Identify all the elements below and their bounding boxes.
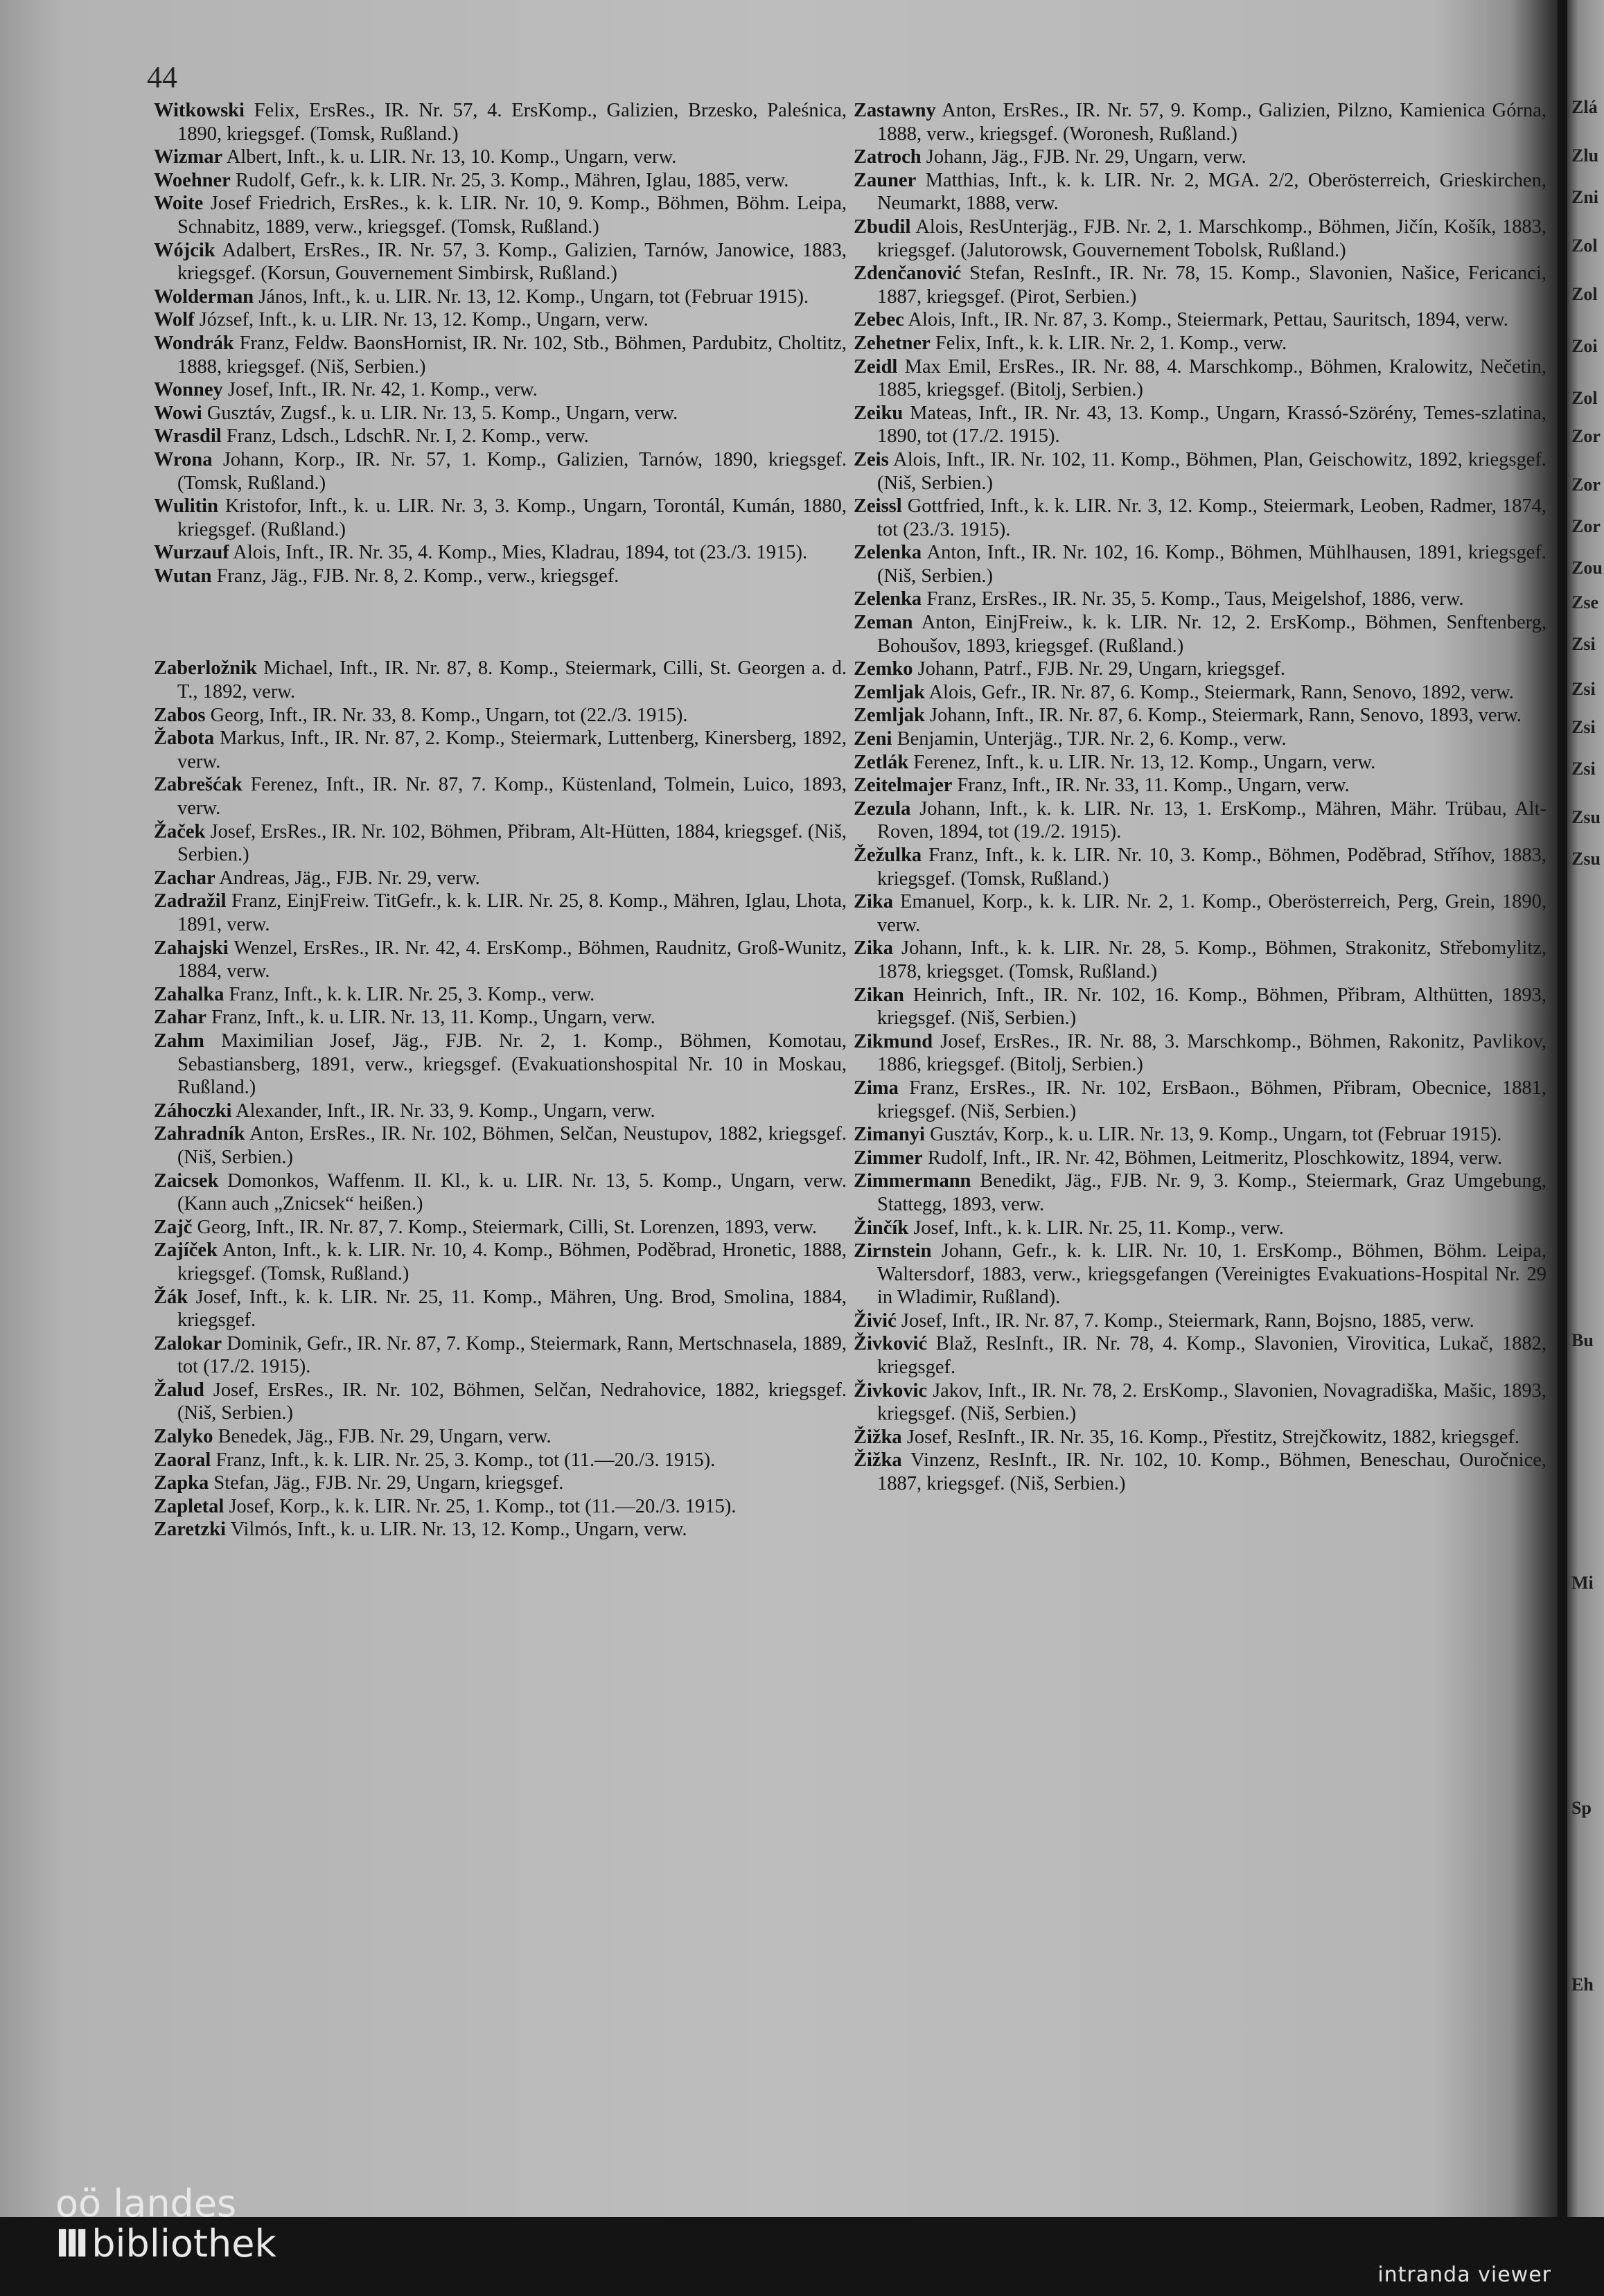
register-entry bbox=[154, 727, 847, 773]
entry-surname: Zalyko bbox=[154, 1426, 213, 1448]
register-entry bbox=[154, 1472, 847, 1495]
register-entry bbox=[154, 378, 847, 402]
entry-details: Johann, Jäg., FJB. Nr. 29, Ungarn, verw. bbox=[921, 146, 1246, 168]
register-entry bbox=[154, 1006, 847, 1030]
entry-surname: Zaicsek bbox=[154, 1169, 219, 1192]
register-entry bbox=[854, 1217, 1546, 1240]
register-entry bbox=[154, 239, 847, 285]
entry-surname: Zeni bbox=[854, 728, 892, 750]
entry-details: Matthias, Inft., k. k. LIR. Nr. 2, MGA. 2/2, Oberösterreich, Grieskirchen, Neumarkt, 1888, verw. bbox=[877, 169, 1546, 215]
entry-surname: Žižka bbox=[854, 1449, 902, 1472]
register-entry bbox=[154, 890, 847, 936]
entry-details: Wenzel, ErsRes., IR. Nr. 42, 4. ErsKomp., Böhmen, Raudnitz, Groß-Wunitz, 1884, verw. bbox=[177, 937, 847, 982]
register-entry bbox=[154, 1100, 847, 1123]
register-entry bbox=[854, 611, 1546, 657]
entry-details: Josef Friedrich, ErsRes., k. k. LIR. Nr. 10, 9. Komp., Böhmen, Böhm. Leipa, Schnabitz, 1889, verw., kriegsgef. (Tomsk, Rußland.) bbox=[177, 193, 847, 238]
entry-surname: Zelenka bbox=[854, 542, 922, 564]
entry-details: Josef, ResInft., IR. Nr. 35, 16. Komp., Přestitz, Strejčkowitz, 1882, kriegsgef. bbox=[901, 1426, 1519, 1448]
entry-surname: Žižka bbox=[854, 1426, 902, 1448]
register-entry bbox=[154, 1332, 847, 1379]
entry-details: Stefan, Jäg., FJB. Nr. 29, Ungarn, kriegsgef. bbox=[209, 1472, 564, 1494]
entry-surname: Wrona bbox=[154, 448, 213, 470]
entry-details: Rudolf, Inft., IR. Nr. 42, Böhmen, Leitmeritz, Ploschkowitz, 1894, verw. bbox=[922, 1147, 1503, 1169]
register-entry bbox=[154, 495, 847, 541]
entry-details: Josef, ErsRes., IR. Nr. 102, Böhmen, Přibram, Alt-Hütten, 1884, kriegsgef. (Niš, Serbien.) bbox=[177, 820, 847, 866]
register-entry bbox=[854, 751, 1546, 775]
entry-details: Mateas, Inft., IR. Nr. 43, 13. Komp., Ungarn, Krassó-Szörény, Temes-szlatina, 1890, tot (17./2. 1915). bbox=[877, 402, 1546, 448]
next-page-fragment: Bu bbox=[1571, 1330, 1594, 1350]
register-entry bbox=[154, 1379, 847, 1425]
register-entry bbox=[854, 1147, 1546, 1170]
entry-details: Heinrich, Inft., IR. Nr. 102, 16. Komp., Böhmen, Přibram, Althütten, 1893, kriegsgef. (Niš, Serbien.) bbox=[877, 984, 1546, 1030]
register-entry bbox=[854, 495, 1546, 541]
entry-surname: Wonney bbox=[154, 379, 223, 401]
entry-surname: Zehetner bbox=[854, 332, 931, 354]
entry-details: Johann, Inft., k. k. LIR. Nr. 13, 1. ErsKomp., Mähren, Mähr. Trübau, Alt-Roven, 1894, tot (19./2. 1915). bbox=[877, 797, 1546, 843]
entry-details: Vilmós, Inft., k. u. LIR. Nr. 13, 12. Komp., Ungarn, verw. bbox=[225, 1519, 687, 1541]
entry-surname: Wrasdil bbox=[154, 425, 222, 448]
register-entry bbox=[854, 774, 1546, 797]
entry-surname: Zikmund bbox=[854, 1030, 933, 1052]
entry-surname: Žabota bbox=[154, 727, 215, 750]
right-column bbox=[854, 99, 1546, 1496]
entry-surname: Živkovic bbox=[854, 1379, 928, 1402]
entry-details: Kristofor, Inft., k. u. LIR. Nr. 3, 3. Komp., Ungarn, Torontál, Kumán, 1880, kriegsgef. (Rußland.) bbox=[177, 495, 847, 540]
entry-details: Jakov, Inft., IR. Nr. 78, 2. ErsKomp., Slavonien, Novagradiška, Mašic, 1893, kriegsgef. (Niš, Serbien.) bbox=[877, 1379, 1546, 1425]
register-entry bbox=[854, 1379, 1546, 1426]
next-page-edge bbox=[1567, 0, 1604, 2217]
entry-surname: Zalokar bbox=[154, 1332, 222, 1354]
entry-surname: Zeman bbox=[854, 612, 913, 634]
viewer-label: intranda viewer bbox=[1377, 2263, 1551, 2287]
entry-details: Benedek, Jäg., FJB. Nr. 29, Ungarn, verw. bbox=[213, 1426, 552, 1448]
register-entry bbox=[154, 1495, 847, 1519]
entry-surname: Wizmar bbox=[154, 146, 223, 168]
register-entry bbox=[854, 332, 1546, 355]
entry-surname: Zahajski bbox=[154, 937, 229, 959]
entry-surname: Zajíček bbox=[154, 1239, 218, 1262]
entry-details: Alois, Gefr., IR. Nr. 87, 6. Komp., Steiermark, Rann, Senovo, 1892, verw. bbox=[924, 681, 1514, 703]
register-entry bbox=[154, 657, 847, 703]
entry-surname: Wolderman bbox=[154, 285, 254, 308]
entry-details: Gusztáv, Korp., k. u. LIR. Nr. 13, 9. Komp., Ungarn, tot (Februar 1915). bbox=[924, 1124, 1502, 1146]
entry-surname: Zika bbox=[854, 937, 894, 960]
entry-surname: Zahradník bbox=[154, 1123, 245, 1145]
entry-details: Emanuel, Korp., k. k. LIR. Nr. 2, 1. Komp., Oberösterreich, Perg, Grein, 1890, verw. bbox=[877, 891, 1546, 936]
next-page-fragment: Zsu bbox=[1571, 849, 1601, 869]
entry-details: Franz, Ldsch., LdschR. Nr. I, 2. Komp., verw. bbox=[221, 425, 589, 448]
entry-details: Josef, Inft., k. k. LIR. Nr. 25, 11. Komp., Mähren, Ung. Brod, Smolina, 1884, kriegsgef. bbox=[177, 1286, 847, 1332]
entry-surname: Wulitin bbox=[154, 495, 218, 518]
entry-surname: Žalud bbox=[154, 1379, 204, 1401]
next-page-fragment: Zsi bbox=[1571, 634, 1596, 654]
entry-surname: Zemko bbox=[854, 658, 913, 680]
entry-surname: Zdenčanović bbox=[854, 263, 962, 285]
next-page-fragment: Zor bbox=[1571, 426, 1601, 446]
entry-details: Alois, ResUnterjäg., FJB. Nr. 2, 1. Marschkomp., Böhmen, Jičín, Košík, 1883, kriegsgef. (Jalutorowsk, Gouvernement Tobolsk, Rußland.) bbox=[877, 215, 1546, 261]
logo-line-1: oö landes bbox=[55, 2182, 237, 2225]
entry-surname: Zeitelmajer bbox=[854, 775, 953, 797]
entry-details: Domonkos, Waffenm. II. Kl., k. u. LIR. Nr. 13, 5. Komp., Ungarn, verw. (Kann auch „Znicsek“ heißen.) bbox=[177, 1169, 847, 1215]
register-entry bbox=[154, 867, 847, 890]
next-page-fragment: Zou bbox=[1571, 558, 1603, 578]
entry-surname: Žežulka bbox=[854, 845, 922, 866]
register-entry bbox=[854, 402, 1546, 448]
entry-surname: Zeissl bbox=[854, 495, 902, 518]
register-entry bbox=[154, 1030, 847, 1100]
entry-details: Franz, ErsRes., IR. Nr. 35, 5. Komp., Taus, Meigelshof, 1886, verw. bbox=[922, 588, 1464, 610]
entry-surname: Wondrák bbox=[154, 332, 234, 354]
entry-details: Benjamin, Unterjäg., TJR. Nr. 2, 6. Komp., verw. bbox=[892, 728, 1287, 750]
register-entry bbox=[854, 1030, 1546, 1077]
register-entry bbox=[854, 1449, 1546, 1495]
register-entry bbox=[154, 425, 847, 448]
entry-details: Ferenez, Inft., IR. Nr. 87, 7. Komp., Küstenland, Tolmein, Luico, 1893, verw. bbox=[177, 774, 847, 820]
entry-details: Gottfried, Inft., k. k. LIR. Nr. 3, 12. Komp., Steiermark, Leoben, Radmer, 1874, tot (23./3. 1915). bbox=[877, 495, 1546, 540]
register-entry bbox=[154, 1216, 847, 1239]
entry-surname: Zahm bbox=[154, 1030, 204, 1052]
library-logo bbox=[55, 2184, 276, 2264]
entry-surname: Zemljak bbox=[854, 681, 925, 703]
entry-details: Albert, Inft., k. u. LIR. Nr. 13, 10. Komp., Ungarn, verw. bbox=[222, 146, 677, 168]
entry-details: Johann, Gefr., k. k. LIR. Nr. 10, 1. ErsKomp., Böhmen, Böhm. Leipa, Waltersdorf, 1883, verw., kriegsgefangen (Vereinigtes Evakuations-Hospital Nr. 29 in Wladimir, Rußland). bbox=[877, 1240, 1546, 1309]
entry-details: Adalbert, ErsRes., IR. Nr. 57, 3. Komp., Galizien, Tarnów, Janowice, 1883, kriegsgef. (Korsun, Gouvernement Simbirsk, Rußland.) bbox=[177, 239, 847, 285]
next-page-fragment: Zsi bbox=[1571, 759, 1596, 779]
entry-surname: Žinčík bbox=[854, 1217, 909, 1239]
entry-surname: Žaček bbox=[154, 820, 206, 842]
register-entry bbox=[154, 704, 847, 727]
register-entry bbox=[154, 983, 847, 1007]
entry-details: Anton, ErsRes., IR. Nr. 102, Böhmen, Selčan, Neustupov, 1882, kriegsgef. (Niš, Serbien.) bbox=[177, 1123, 847, 1168]
entry-surname: Zikan bbox=[854, 984, 904, 1006]
entry-details: József, Inft., k. u. LIR. Nr. 13, 12. Komp., Ungarn, verw. bbox=[194, 309, 649, 331]
entry-details: Vinzenz, ResInft., IR. Nr. 102, 10. Komp., Böhmen, Beneschau, Ouročnice, 1887, kriegsgef. (Niš, Serbien.) bbox=[877, 1449, 1546, 1495]
register-entry bbox=[154, 192, 847, 238]
register-entry bbox=[854, 1332, 1546, 1379]
register-entry bbox=[854, 588, 1546, 611]
register-entry bbox=[854, 262, 1546, 308]
entry-details: Alois, Inft., IR. Nr. 87, 3. Komp., Steiermark, Pettau, Sauritsch, 1894, verw. bbox=[904, 309, 1508, 331]
entry-details: Dominik, Gefr., IR. Nr. 87, 7. Komp., Steiermark, Rann, Mertschnasela, 1889, tot (17./2. 1915). bbox=[177, 1332, 847, 1378]
next-page-fragment: Zlu bbox=[1571, 145, 1599, 166]
entry-surname: Zajč bbox=[154, 1216, 193, 1238]
entry-surname: Woite bbox=[154, 193, 204, 215]
entry-surname: Wolf bbox=[154, 309, 195, 331]
entry-surname: Zabrešćak bbox=[154, 774, 243, 796]
register-entry bbox=[854, 844, 1546, 890]
next-page-fragment: Mi bbox=[1571, 1573, 1594, 1593]
entry-surname: Zebec bbox=[854, 309, 904, 331]
entry-details: Max Emil, ErsRes., IR. Nr. 88, 4. Marschkomp., Böhmen, Kralowitz, Nečetin, 1885, kriegsgef. (Bitolj, Serbien.) bbox=[877, 355, 1546, 401]
entry-details: Franz, Inft., k. k. LIR. Nr. 10, 3. Komp., Böhmen, Poděbrad, Stříhov, 1883, kriegsgef. (Tomsk, Rußland.) bbox=[877, 845, 1546, 890]
entry-surname: Zemljak bbox=[854, 705, 925, 727]
entry-details: Alexander, Inft., IR. Nr. 33, 9. Komp., Ungarn, verw. bbox=[231, 1100, 655, 1122]
entry-surname: Zeis bbox=[854, 448, 889, 470]
entry-surname: Witkowski bbox=[154, 100, 245, 121]
entry-surname: Zbudil bbox=[854, 215, 911, 238]
entry-details: Johann, Patrf., FJB. Nr. 29, Ungarn, kriegsgef. bbox=[913, 658, 1285, 680]
entry-surname: Wowi bbox=[154, 402, 202, 424]
entry-details: Johann, Korp., IR. Nr. 57, 1. Komp., Galizien, Tarnów, 1890, kriegsgef. (Tomsk, Rußland.) bbox=[177, 448, 847, 494]
entry-details: Ferenez, Inft., k. u. LIR. Nr. 13, 12. Komp., Ungarn, verw. bbox=[908, 751, 1376, 773]
entry-surname: Wutan bbox=[154, 565, 212, 587]
logo-line-2: bibliothek bbox=[91, 2222, 276, 2266]
register-entry bbox=[854, 169, 1546, 215]
register-entry bbox=[854, 1309, 1546, 1333]
entry-surname: Zatroch bbox=[854, 146, 922, 168]
entry-surname: Zeiku bbox=[854, 402, 904, 424]
entry-details: Maximilian Josef, Jäg., FJB. Nr. 2, 1. Komp., Böhmen, Komotau, Sebastiansberg, 1891, verw., kriegsgef. (Evakuationshospital Nr. 10 in Moskau, Rußland.) bbox=[177, 1030, 847, 1099]
register-entry bbox=[854, 681, 1546, 705]
next-page-fragment: Zor bbox=[1571, 516, 1601, 536]
entry-details: Alois, Inft., IR. Nr. 102, 11. Komp., Böhmen, Plan, Geischowitz, 1892, kriegsgef. (Niš, Serbien.) bbox=[877, 448, 1546, 494]
next-page-fragment: Zse bbox=[1571, 592, 1598, 612]
next-page-fragment: Zol bbox=[1571, 284, 1598, 304]
entry-surname: Wurzauf bbox=[154, 542, 229, 564]
register-entry bbox=[854, 355, 1546, 402]
entry-details: Franz, Inft., k. u. LIR. Nr. 13, 11. Komp., Ungarn, verw. bbox=[206, 1007, 655, 1029]
entry-details: Alois, Inft., IR. Nr. 35, 4. Komp., Mies, Kladrau, 1894, tot (23./3. 1915). bbox=[229, 542, 808, 564]
entry-surname: Zeidl bbox=[854, 355, 898, 378]
entry-surname: Zapka bbox=[154, 1472, 209, 1494]
entry-surname: Zabos bbox=[154, 704, 206, 726]
next-page-fragment: Zol bbox=[1571, 236, 1598, 256]
entry-surname: Zetlák bbox=[854, 751, 909, 773]
register-entry bbox=[854, 937, 1546, 983]
entry-details: Benedikt, Jäg., FJB. Nr. 9, 3. Komp., Steiermark, Graz Umgebung, Stattegg, 1893, verw. bbox=[877, 1170, 1546, 1215]
register-entry bbox=[154, 308, 847, 332]
entry-details: Johann, Inft., IR. Nr. 87, 6. Komp., Steiermark, Rann, Senovo, 1893, verw. bbox=[924, 705, 1522, 727]
logo-bars-icon: III bbox=[55, 2222, 85, 2266]
entry-details: Franz, Jäg., FJB. Nr. 8, 2. Komp., verw., kriegsgef. bbox=[211, 565, 619, 587]
next-page-fragment: Zol bbox=[1571, 388, 1598, 408]
entry-surname: Zaberložnik bbox=[154, 657, 257, 680]
register-entry bbox=[154, 285, 847, 309]
entry-surname: Zaretzki bbox=[154, 1519, 226, 1541]
entry-details: Franz, Inft., k. k. LIR. Nr. 25, 3. Komp., tot (11.—20./3. 1915). bbox=[211, 1449, 716, 1471]
next-page-fragment: Sp bbox=[1571, 1798, 1592, 1818]
entry-details: Markus, Inft., IR. Nr. 87, 2. Komp., Steiermark, Luttenberg, Kinersberg, 1892, verw. bbox=[177, 727, 847, 772]
entry-details: Franz, EinjFreiw. TitGefr., k. k. LIR. Nr. 25, 8. Komp., Mähren, Iglau, Lhota, 1891, verw. bbox=[177, 890, 847, 935]
register-entry bbox=[154, 1425, 847, 1449]
register-entry bbox=[854, 727, 1546, 751]
register-entry bbox=[854, 99, 1546, 145]
entry-surname: Zimmer bbox=[854, 1147, 923, 1169]
left-column bbox=[154, 99, 847, 1542]
entry-details: Anton, Inft., IR. Nr. 102, 16. Komp., Böhmen, Mühlhausen, 1891, kriegsgef. (Niš, Serbien.) bbox=[877, 542, 1546, 587]
entry-details: Anton, EinjFreiw., k. k. LIR. Nr. 12, 2. ErsKomp., Böhmen, Senftenberg, Bohoušov, 1893, kriegsgef. (Rußland.) bbox=[877, 612, 1546, 657]
register-entry bbox=[854, 1123, 1546, 1147]
section-gap bbox=[154, 588, 847, 657]
register-entry bbox=[154, 1286, 847, 1332]
entry-details: Franz, Feldw. BaonsHornist, IR. Nr. 102, Stb., Böhmen, Pardubitz, Choltitz, 1888, kriegsgef. (Niš, Serbien.) bbox=[177, 332, 847, 378]
next-page-fragment: Zni bbox=[1571, 187, 1599, 207]
entry-surname: Zika bbox=[854, 891, 894, 913]
next-page-fragment: Zor bbox=[1571, 475, 1601, 495]
entry-details: János, Inft., k. u. LIR. Nr. 13, 12. Komp., Ungarn, tot (Februar 1915). bbox=[254, 285, 809, 308]
entry-details: Rudolf, Gefr., k. k. LIR. Nr. 25, 3. Komp., Mähren, Iglau, 1885, verw. bbox=[230, 169, 789, 191]
register-entry bbox=[154, 1169, 847, 1216]
next-page-fragment: Eh bbox=[1571, 1975, 1594, 1995]
register-entry bbox=[154, 145, 847, 169]
entry-surname: Živković bbox=[854, 1333, 928, 1355]
entry-surname: Zimmermann bbox=[854, 1170, 971, 1192]
register-entry bbox=[854, 984, 1546, 1030]
register-entry bbox=[154, 402, 847, 425]
entry-surname: Zirnstein bbox=[854, 1240, 932, 1262]
entry-details: Franz, ErsRes., IR. Nr. 102, ErsBaon., Böhmen, Přibram, Obecnice, 1881, kriegsgef. (Niš, Serbien.) bbox=[877, 1077, 1546, 1122]
entry-surname: Woehner bbox=[154, 169, 231, 191]
entry-surname: Živić bbox=[854, 1309, 897, 1332]
entry-details: Felix, Inft., k. k. LIR. Nr. 2, 1. Komp., verw. bbox=[930, 332, 1287, 354]
entry-details: Anton, Inft., k. k. LIR. Nr. 10, 4. Komp., Böhmen, Poděbrad, Hronetic, 1888, kriegsgef. (Tomsk, Rußland.) bbox=[177, 1239, 847, 1284]
register-entry bbox=[854, 657, 1546, 681]
entry-surname: Zauner bbox=[854, 169, 917, 191]
entry-details: Blaž, ResInft., IR. Nr. 78, 4. Komp., Slavonien, Virovitica, Lukač, 1882, kriegsgef. bbox=[877, 1333, 1546, 1379]
entry-surname: Zima bbox=[854, 1077, 899, 1099]
register-entry bbox=[854, 1077, 1546, 1123]
entry-details: Andreas, Jäg., FJB. Nr. 29, verw. bbox=[215, 867, 480, 889]
entry-surname: Wójcik bbox=[154, 239, 215, 261]
entry-details: Franz, Inft., IR. Nr. 33, 11. Komp., Ungarn, verw. bbox=[952, 775, 1350, 797]
entry-details: Josef, ErsRes., IR. Nr. 88, 3. Marschkomp., Böhmen, Rakonitz, Pavlikov, 1886, kriegsgef. (Bitolj, Serbien.) bbox=[877, 1030, 1546, 1076]
entry-details: Josef, ErsRes., IR. Nr. 102, Böhmen, Selčan, Nedrahovice, 1882, kriegsgef. (Niš, Serbien.) bbox=[177, 1379, 847, 1424]
page-number: 44 bbox=[147, 60, 177, 94]
register-entry bbox=[854, 308, 1546, 332]
register-entry bbox=[854, 145, 1546, 169]
register-entry bbox=[154, 1518, 847, 1542]
entry-details: Georg, Inft., IR. Nr. 87, 7. Komp., Steiermark, Cilli, St. Lorenzen, 1893, verw. bbox=[192, 1216, 817, 1238]
register-entry bbox=[854, 890, 1546, 937]
next-page-fragment: Zoi bbox=[1571, 336, 1598, 356]
register-entry bbox=[154, 169, 847, 193]
entry-surname: Zahar bbox=[154, 1007, 207, 1029]
register-entry bbox=[854, 1169, 1546, 1216]
entry-details: Gusztáv, Zugsf., k. u. LIR. Nr. 13, 5. Komp., Ungarn, verw. bbox=[202, 402, 678, 424]
register-entry bbox=[154, 773, 847, 820]
entry-surname: Zaoral bbox=[154, 1449, 211, 1471]
entry-details: Josef, Inft., IR. Nr. 87, 7. Komp., Steiermark, Rann, Bojsno, 1885, verw. bbox=[896, 1309, 1474, 1332]
register-entry bbox=[854, 1239, 1546, 1309]
entry-surname: Zelenka bbox=[854, 588, 922, 610]
entry-details: Josef, Inft., k. k. LIR. Nr. 25, 11. Komp., verw. bbox=[908, 1217, 1284, 1239]
register-entry bbox=[854, 541, 1546, 588]
entry-surname: Žák bbox=[154, 1286, 188, 1308]
entry-details: Felix, ErsRes., IR. Nr. 57, 4. ErsKomp., Galizien, Brzesko, Paleśnica, 1890, kriegsgef. (Tomsk, Rußland.) bbox=[177, 100, 847, 145]
entry-surname: Záhoczki bbox=[154, 1100, 232, 1122]
register-entry bbox=[154, 1239, 847, 1285]
register-entry bbox=[154, 1449, 847, 1472]
register-entry bbox=[854, 448, 1546, 495]
register-entry bbox=[154, 820, 847, 867]
entry-details: Josef, Inft., IR. Nr. 42, 1. Komp., verw. bbox=[222, 379, 538, 401]
entry-details: Stefan, ResInft., IR. Nr. 78, 15. Komp., Slavonien, Našice, Fericanci, 1887, kriegsgef. (Pirot, Serbien.) bbox=[877, 263, 1546, 308]
entry-details: Johann, Inft., k. k. LIR. Nr. 28, 5. Komp., Böhmen, Strakonitz, Střebomylitz, 1878, kriegsget. (Tomsk, Rußland.) bbox=[877, 937, 1546, 982]
register-entry bbox=[854, 797, 1546, 844]
register-entry bbox=[154, 332, 847, 378]
register-entry bbox=[854, 704, 1546, 727]
register-entry bbox=[154, 448, 847, 495]
entry-details: Josef, Korp., k. k. LIR. Nr. 25, 1. Komp., tot (11.—20./3. 1915). bbox=[224, 1495, 737, 1517]
register-entry bbox=[154, 99, 847, 145]
entry-surname: Zahalka bbox=[154, 983, 224, 1005]
entry-surname: Zapletal bbox=[154, 1495, 224, 1517]
next-page-fragment: Zlá bbox=[1571, 97, 1598, 117]
entry-details: Michael, Inft., IR. Nr. 87, 8. Komp., Steiermark, Cilli, St. Georgen a. d. T., 1892, verw. bbox=[177, 657, 847, 703]
next-page-fragment: Zsi bbox=[1571, 679, 1596, 699]
entry-details: Georg, Inft., IR. Nr. 33, 8. Komp., Ungarn, tot (22./3. 1915). bbox=[205, 704, 688, 726]
entry-surname: Zastawny bbox=[854, 100, 936, 121]
entry-surname: Zadražil bbox=[154, 890, 227, 912]
next-page-fragment: Zsu bbox=[1571, 807, 1601, 827]
register-entry bbox=[854, 215, 1546, 262]
entry-surname: Zezula bbox=[854, 797, 911, 820]
entry-surname: Zachar bbox=[154, 867, 215, 889]
register-entry bbox=[154, 565, 847, 588]
entry-details: Anton, ErsRes., IR. Nr. 57, 9. Komp., Galizien, Pilzno, Kamienica Górna, 1888, verw., kriegsgef. (Woronesh, Rußland.) bbox=[877, 100, 1546, 145]
register-entry bbox=[154, 1122, 847, 1169]
entry-surname: Zimanyi bbox=[854, 1124, 925, 1146]
register-entry bbox=[854, 1426, 1546, 1449]
register-entry bbox=[154, 541, 847, 565]
register-entry bbox=[154, 937, 847, 983]
next-page-fragment: Zsi bbox=[1571, 717, 1596, 737]
entry-details: Franz, Inft., k. k. LIR. Nr. 25, 3. Komp., verw. bbox=[224, 983, 595, 1005]
